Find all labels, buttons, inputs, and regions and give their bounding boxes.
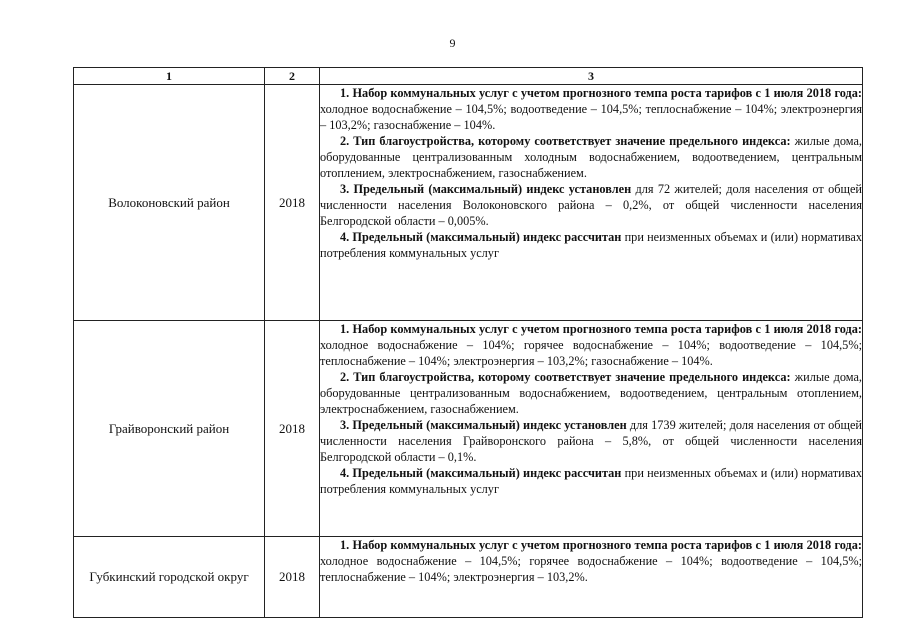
item-text: холодное водоснабжение – 104,5%; горячее водоснабжение – 104%; водоотведение – 104,5%; теплоснабжение – 104%; электроэнергия – 103,2%. [320,554,862,584]
item-heading: 1. Набор коммунальных услуг с учетом прогнозного темпа роста тарифов с 1 июля 2018 года: [340,322,862,336]
page-number: 9 [449,36,456,50]
year-cell: 2018 [265,321,320,537]
year-cell: 2018 [265,85,320,321]
description-cell [320,321,863,537]
description-item [320,465,862,497]
item-heading: 3. Предельный (максимальный) индекс установлен [340,182,632,196]
tariff-index-table [73,67,863,618]
item-heading: 2. Тип благоустройства, которому соответствует значение предельного индекса: [340,134,791,148]
item-heading: 1. Набор коммунальных услуг с учетом прогнозного темпа роста тарифов с 1 июля 2018 года: [340,86,862,100]
description-item [320,417,862,465]
description-cell [320,537,863,618]
table-row [74,321,863,537]
column-header-2: 2 [265,68,320,85]
description-item [320,181,862,229]
item-heading: 2. Тип благоустройства, которому соответствует значение предельного индекса: [340,370,791,384]
item-heading: 3. Предельный (максимальный) индекс установлен [340,418,627,432]
item-text: при неизменных объемах и (или) нормативах потребления коммунальных услуг [320,230,862,260]
region-cell: Волоконовский район [74,85,265,321]
description-item [320,321,862,369]
description-item [320,85,862,133]
description-item [320,537,862,585]
item-text: жилые дома, оборудованные централизованным водоснабжением, водоотведением, центральным отоплением, электроснабжением, газоснабжением. [320,370,863,416]
column-header-3: 3 [320,68,863,85]
item-heading: 1. Набор коммунальных услуг с учетом прогнозного темпа роста тарифов с 1 июля 2018 года: [340,538,862,552]
description-cell [320,85,863,321]
column-header-1: 1 [74,68,265,85]
item-text: при неизменных объемах и (или) нормативах потребления коммунальных услуг [320,466,862,496]
item-heading: 4. Предельный (максимальный) индекс рассчитан [340,230,622,244]
description-item [320,133,862,181]
region-cell: Грайворонский район [74,321,265,537]
year-cell: 2018 [265,537,320,618]
table-header-row [74,68,863,85]
item-text: холодное водоснабжение – 104%; горячее водоснабжение – 104%; водоотведение – 104,5%; теплоснабжение – 104%; электроэнергия – 103,2%; газоснабжение – 104%. [320,338,862,368]
description-item [320,369,862,417]
item-text: для 1739 жителей; доля населения от общей численности населения Грайворонского района – 5,8%, от общей численности населения Белгородской области – 0,1%. [320,418,862,464]
item-text: жилые дома, оборудованные централизованным холодным водоснабжением, водоотведением, центральным отоплением, электроснабжением, газоснабжением. [320,134,863,180]
region-cell: Губкинский городской округ [74,537,265,618]
table-row [74,537,863,618]
description-item [320,229,862,261]
item-heading: 4. Предельный (максимальный) индекс рассчитан [340,466,622,480]
table-row [74,85,863,321]
item-text: для 72 жителей; доля населения от общей численности населения Волоконовского района – 0,2%, от общей численности населения Белгородской области – 0,005%. [320,182,862,228]
item-text: холодное водоснабжение – 104,5%; водоотведение – 104,5%; теплоснабжение – 104%; электроэнергия – 103,2%; газоснабжение – 104%. [320,102,862,132]
